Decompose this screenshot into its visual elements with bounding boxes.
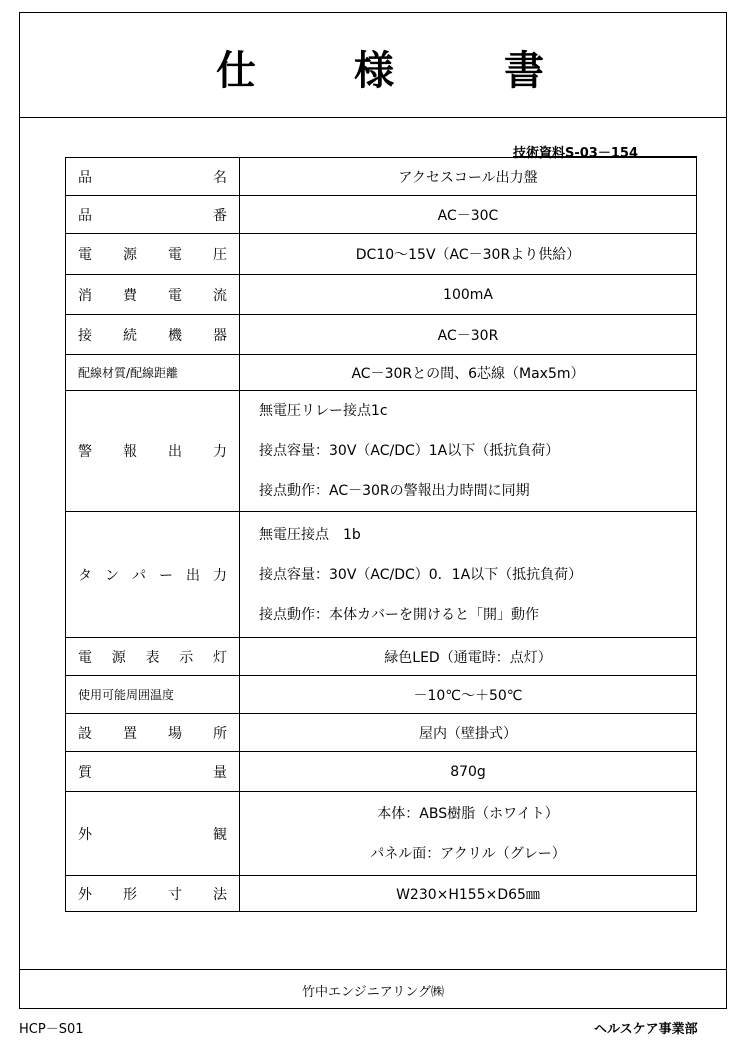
spec-label-char: 品 [78,207,92,224]
spec-label-cell [66,234,240,275]
spec-label-char: 流 [213,287,227,304]
spec-value-line: 本体：ABS樹脂（ホワイト） [377,805,559,822]
spec-value-cell [240,876,697,912]
spec-value-cell [240,275,697,315]
spec-row [66,792,697,876]
spec-label-text: 配線材質/配線距離 [78,366,179,380]
spec-label-char: 所 [213,725,227,742]
spec-label-cell [66,391,240,512]
spec-label-char: 外 [78,826,92,843]
spec-label-cell [66,315,240,355]
spec-value-cell [240,315,697,355]
title-box [20,13,726,118]
spec-row [66,714,697,752]
spec-label-char: 電 [168,287,182,304]
spec-label-cell [66,158,240,196]
spec-label-char: 警 [78,444,92,460]
spec-label-cell [66,676,240,714]
spec-value: 870g [450,763,486,780]
division-name: ヘルスケア事業部 [594,1022,698,1037]
spec-label-char: 観 [213,826,227,843]
spec-label-char: 源 [111,649,126,666]
spec-value-cell [240,234,697,275]
spec-row [66,315,697,355]
spec-row [66,876,697,912]
spec-row [66,391,697,512]
spec-label-cell [66,512,240,638]
spec-label-char: 消 [78,287,92,304]
model-code: HCP－S01 [19,1022,84,1037]
spec-value: 緑色LED（通電時：点灯） [384,649,552,666]
spec-value-cell [240,676,697,714]
spec-value-line: 無電圧リレー接点1c [259,403,388,419]
spec-value-cell [240,512,697,638]
spec-label-char: 圧 [213,247,227,263]
spec-value-cell [240,752,697,792]
spec-label-char: 接 [78,327,92,344]
spec-label-cell [66,355,240,391]
spec-value: W230×H155×D65㎜ [396,886,540,903]
spec-label-char: 形 [123,886,137,903]
spec-label-char: 電 [168,247,182,263]
spec-row [66,158,697,196]
spec-label-char: 番 [213,207,227,224]
spec-label-char: タ [78,567,92,584]
spec-label-char: 法 [213,886,227,903]
document-reference: 技術資料S-03－154 [513,146,638,161]
spec-label-cell [66,752,240,792]
spec-label-cell [66,638,240,676]
spec-label-char: ー [159,567,173,584]
spec-label-char: パ [132,567,146,584]
spec-value: －10℃～＋50℃ [413,687,523,704]
spec-label-char: 力 [213,567,227,584]
spec-value-cell [240,792,697,876]
spec-value-line: パネル面：アクリル（グレー） [370,845,566,862]
spec-label-char: 報 [123,444,137,460]
spec-value-cell [240,158,697,196]
spec-label-char: 電 [78,649,92,666]
spec-value-cell [240,196,697,234]
spec-label-cell [66,714,240,752]
spec-label-char: 量 [213,764,227,781]
spec-value-cell [240,355,697,391]
spec-value: 100mA [443,286,493,303]
title-char-1: 仕 [216,47,256,94]
spec-label-char: 名 [213,169,227,186]
spec-label-char: 場 [168,725,182,742]
spec-row [66,275,697,315]
spec-value-line: 接点動作：本体カバーを開けると「開」動作 [259,606,539,623]
spec-value: 屋内（壁掛式） [419,725,517,742]
spec-label-cell [66,275,240,315]
spec-value-cell [240,638,697,676]
spec-row [66,676,697,714]
spec-value: DC10～15V（AC－30Rより供給） [355,247,581,263]
spec-value-cell [240,391,697,512]
spec-label-char: 置 [123,725,137,742]
spec-label-char: 源 [123,247,137,263]
spec-label-char: 機 [168,327,182,344]
spec-label-char: 外 [78,886,92,903]
spec-label-cell [66,876,240,912]
spec-value: AC－30C [437,207,499,224]
spec-value-line: 接点容量：30V（AC/DC）0．1A以下（抵抗負荷） [259,566,583,583]
spec-value-line: 接点容量：30V（AC/DC）1A以下（抵抗負荷） [259,443,560,459]
spec-value: AC－30R [437,327,499,344]
spec-label-char: 灯 [213,649,227,666]
spec-value: AC－30Rとの間、6芯線（Max5m） [351,365,585,382]
spec-row [66,355,697,391]
company-name: 竹中エンジニアリング㈱ [302,984,444,1000]
spec-value: アクセスコール出力盤 [398,169,538,186]
spec-label-char: 器 [213,327,227,344]
spec-label-char: 力 [213,444,227,460]
spec-label-char: 寸 [168,886,182,903]
title-char-2: 様 [354,47,394,94]
spec-row [66,234,697,275]
spec-label-char: 出 [186,567,200,584]
spec-label-char: 質 [78,764,92,781]
spec-label-char: 示 [179,649,194,666]
spec-label-char: 電 [78,247,92,263]
spec-label-char: 設 [78,725,92,742]
spec-label-cell [66,792,240,876]
spec-label-char: 続 [123,327,137,344]
footer-box [20,969,726,1010]
spec-row [66,638,697,676]
spec-table [65,157,697,912]
spec-label-char: 費 [123,287,137,304]
spec-label-char: 品 [78,169,92,186]
spec-label-text: 使用可能周囲温度 [78,688,175,702]
spec-value-cell [240,714,697,752]
spec-label-char: 表 [145,649,160,666]
spec-label-char: 出 [168,444,182,460]
title-char-3: 書 [504,47,544,94]
spec-row [66,196,697,234]
spec-label-cell [66,196,240,234]
spec-row [66,512,697,638]
spec-value-line: 無電圧接点 1b [259,526,361,543]
spec-value-line: 接点動作：AC－30Rの警報出力時間に同期 [259,483,530,499]
spec-row [66,752,697,792]
spec-label-char: ン [105,567,119,584]
